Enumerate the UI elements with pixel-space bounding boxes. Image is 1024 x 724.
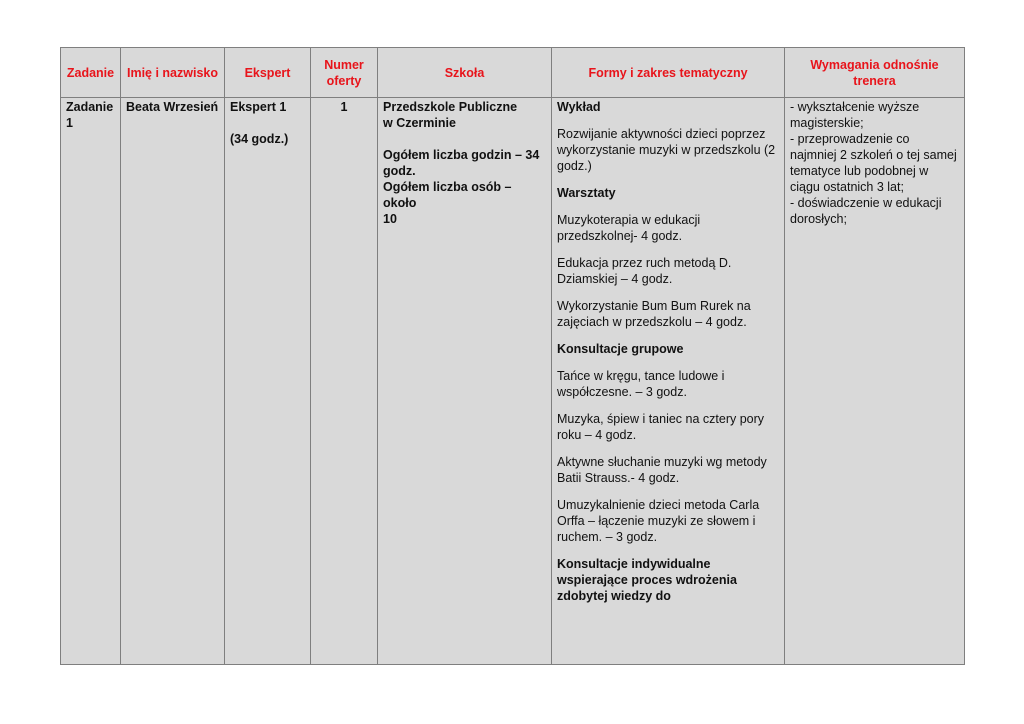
formy-grupowe-heading: Konsultacje grupowe xyxy=(557,342,684,356)
header-numer-line1: Numer xyxy=(324,57,364,72)
table-row xyxy=(61,98,965,665)
szkola-people-line1: Ogółem liczba osób – około xyxy=(383,180,512,210)
cell-ekspert xyxy=(225,98,311,665)
cell-imie-nazwisko: Beata Wrzesień xyxy=(121,98,225,665)
ekspert-name: Ekspert 1 xyxy=(230,100,287,114)
wymagania-item: - doświadczenie w edukacji dorosłych; xyxy=(790,196,942,226)
formy-grupowe-item: Aktywne słuchanie muzyki wg metody Batii Strauss.- 4 godz. xyxy=(557,455,767,485)
zadanie-line1: Zadanie xyxy=(66,100,114,114)
formy-warsztaty-item: Wykorzystanie Bum Bum Rurek na zajęciach w przedszkolu – 4 godz. xyxy=(557,299,751,329)
formy-grupowe-item: Muzyka, śpiew i taniec na cztery pory roku – 4 godz. xyxy=(557,412,765,442)
header-ekspert: Ekspert xyxy=(225,48,311,98)
formy-warsztaty-item: Muzykoterapia w edukacji przedszkolnej- 4 godz. xyxy=(557,213,701,243)
header-formy: Formy i zakres tematyczny xyxy=(552,48,785,98)
header-numer-oferty xyxy=(311,48,378,98)
wymagania-item: - wykształcenie wyższe magisterskie; xyxy=(790,100,920,130)
szkola-people-line2: 10 xyxy=(383,212,397,226)
cell-szkola xyxy=(378,98,552,665)
formy-wyklad-item: Rozwijanie aktywności dzieci poprzez wykorzystanie muzyki w przedszkolu (2 godz.) xyxy=(557,127,776,173)
formy-grupowe-item: Umuzykalnienie dzieci metoda Carla Orffa – łączenie muzyki ze słowem i ruchem. – 3 godz. xyxy=(557,498,760,544)
header-wymagania: Wymagania odnośnie trenera xyxy=(785,48,965,98)
formy-grupowe-item: Tańce w kręgu, tance ludowe i współczesne. – 3 godz. xyxy=(557,369,725,399)
header-zadanie: Zadanie xyxy=(61,48,121,98)
zadanie-line2: 1 xyxy=(66,116,73,130)
table-header-row xyxy=(61,48,965,98)
header-imie-nazwisko: Imię i nazwisko xyxy=(121,48,225,98)
formy-wyklad-heading: Wykład xyxy=(557,100,601,114)
formy-indywidualne-heading: Konsultacje indywidualne wspierające proces wdrożenia zdobytej wiedzy do xyxy=(557,557,737,603)
cell-wymagania xyxy=(785,98,965,665)
header-numer-line2: oferty xyxy=(326,73,362,88)
header-szkola: Szkoła xyxy=(378,48,552,98)
cell-formy xyxy=(552,98,785,665)
formy-warsztaty-heading: Warsztaty xyxy=(557,186,616,200)
szkola-name-line1: Przedszkole Publiczne xyxy=(383,100,518,114)
szkola-hours-line1: Ogółem liczba godzin – 34 xyxy=(383,148,540,162)
trainer-requirements-table xyxy=(60,47,965,665)
formy-warsztaty-item: Edukacja przez ruch metodą D. Dziamskiej – 4 godz. xyxy=(557,256,732,286)
szkola-hours-line2: godz. xyxy=(383,164,416,178)
cell-zadanie xyxy=(61,98,121,665)
wymagania-item: - przeprowadzenie co najmniej 2 szkoleń o tej samej tematyce lub podobnej w ciągu ostatnich 3 lat; xyxy=(790,132,957,194)
szkola-name-line2: w Czerminie xyxy=(383,116,456,130)
ekspert-hours: (34 godz.) xyxy=(230,132,289,146)
cell-numer-oferty: 1 xyxy=(311,98,378,665)
